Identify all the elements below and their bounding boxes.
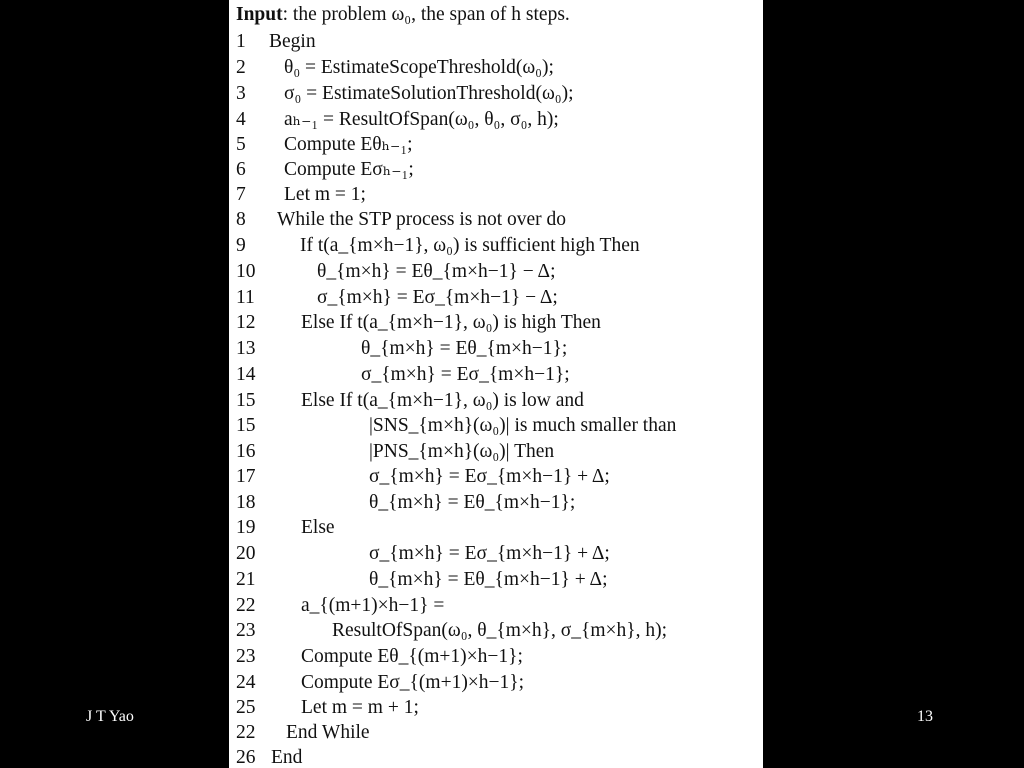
algorithm-line: [236, 515, 335, 541]
line-text: σ_{m×h} = Eσ_{m×h−1} + Δ;: [369, 543, 610, 564]
algorithm-line: [236, 362, 570, 388]
line-number: 4: [236, 109, 246, 130]
algorithm-line: [236, 413, 676, 439]
algorithm-line: [236, 720, 370, 746]
input-text: : the problem ω₀, the span of h steps.: [282, 4, 570, 25]
line-number: 24: [236, 672, 256, 693]
line-text: θ_{m×h} = Eθ_{m×h−1};: [369, 492, 576, 513]
line-number: 23: [236, 646, 256, 667]
algorithm-line: [236, 81, 574, 107]
line-text: If t(a_{m×h−1}, ω₀) is sufficient high Then: [300, 235, 640, 256]
line-number: 6: [236, 159, 246, 180]
line-text: |SNS_{m×h}(ω₀)| is much smaller than: [369, 415, 677, 436]
input-label: Input: [236, 4, 283, 25]
slide-author: J T Yao: [86, 708, 134, 725]
line-text: Let m = 1;: [284, 184, 366, 205]
line-text: Compute Eσ_{(m+1)×h−1};: [301, 672, 525, 693]
line-text: Compute Eθₕ₋₁;: [284, 134, 413, 155]
line-text: End While: [286, 722, 370, 743]
algorithm-line: [236, 593, 444, 619]
line-text: ResultOfSpan(ω₀, θ_{m×h}, σ_{m×h}, h);: [332, 620, 668, 641]
line-number: 7: [236, 184, 246, 205]
line-number: 1: [236, 31, 246, 52]
line-text: Compute Eσₕ₋₁;: [284, 159, 414, 180]
line-number: 19: [236, 517, 256, 538]
line-number: 10: [236, 261, 256, 282]
algorithm-line: [236, 207, 566, 233]
algorithm-input: [236, 4, 570, 26]
algorithm-line: [236, 567, 608, 593]
line-text: aₕ₋₁ = ResultOfSpan(ω₀, θ₀, σ₀, h);: [284, 109, 559, 130]
algorithm-line: [236, 132, 413, 158]
line-text: Begin: [269, 31, 316, 52]
line-number: 5: [236, 134, 246, 155]
line-number: 22: [236, 595, 256, 616]
algorithm-line: [236, 670, 524, 696]
algorithm-line: [236, 259, 556, 285]
algorithm-line: [236, 107, 559, 133]
algorithm-line: [236, 310, 601, 336]
line-number: 18: [236, 492, 256, 513]
line-number: 8: [236, 209, 246, 230]
line-text: |PNS_{m×h}(ω₀)| Then: [369, 441, 555, 462]
line-text: Else If t(a_{m×h−1}, ω₀) is high Then: [301, 312, 601, 333]
line-number: 3: [236, 83, 246, 104]
line-text: Else: [301, 517, 335, 538]
line-text: End: [271, 747, 303, 768]
line-number: 25: [236, 697, 256, 718]
line-number: 16: [236, 441, 256, 462]
algorithm-line: [236, 285, 558, 311]
line-text: θ_{m×h} = Eθ_{m×h−1};: [361, 338, 568, 359]
line-number: 20: [236, 543, 256, 564]
line-number: 14: [236, 364, 256, 385]
line-number: 17: [236, 466, 256, 487]
slide-page-number: 13: [917, 708, 933, 725]
line-number: 22: [236, 722, 256, 743]
algorithm-line: [236, 55, 554, 81]
algorithm-line: [236, 541, 610, 567]
algorithm-line: [236, 644, 523, 670]
line-text: σ_{m×h} = Eσ_{m×h−1} − Δ;: [317, 287, 558, 308]
line-number: 23: [236, 620, 256, 641]
line-text: σ₀ = EstimateSolutionThreshold(ω₀);: [284, 83, 574, 104]
algorithm-line: [236, 233, 640, 259]
line-number: 26: [236, 747, 256, 768]
line-number: 15: [236, 415, 256, 436]
algorithm-line: [236, 490, 575, 516]
line-text: θ_{m×h} = Eθ_{m×h−1} − Δ;: [317, 261, 556, 282]
line-text: Let m = m + 1;: [301, 697, 419, 718]
algorithm-line: [236, 695, 419, 721]
algorithm-panel: [229, 0, 763, 768]
algorithm-line: [236, 29, 316, 55]
line-number: 11: [236, 287, 255, 308]
algorithm-line: [236, 336, 567, 362]
algorithm-line: [236, 388, 584, 414]
line-text: θ_{m×h} = Eθ_{m×h−1} + Δ;: [369, 569, 608, 590]
line-text: θ₀ = EstimateScopeThreshold(ω₀);: [284, 57, 554, 78]
line-number: 9: [236, 235, 246, 256]
line-number: 13: [236, 338, 256, 359]
line-number: 15: [236, 390, 256, 411]
algorithm-line: [236, 439, 554, 465]
line-text: Compute Eθ_{(m+1)×h−1};: [301, 646, 523, 667]
algorithm-line: [236, 618, 667, 644]
line-text: Else If t(a_{m×h−1}, ω₀) is low and: [301, 390, 584, 411]
line-text: σ_{m×h} = Eσ_{m×h−1};: [361, 364, 570, 385]
line-number: 2: [236, 57, 246, 78]
line-text: While the STP process is not over do: [277, 209, 567, 230]
line-text: σ_{m×h} = Eσ_{m×h−1} + Δ;: [369, 466, 610, 487]
algorithm-line: [236, 745, 302, 768]
line-number: 21: [236, 569, 256, 590]
line-number: 12: [236, 312, 256, 333]
algorithm-line: [236, 182, 366, 208]
algorithm-line: [236, 157, 414, 183]
line-text: a_{(m+1)×h−1} =: [301, 595, 445, 616]
algorithm-line: [236, 464, 610, 490]
